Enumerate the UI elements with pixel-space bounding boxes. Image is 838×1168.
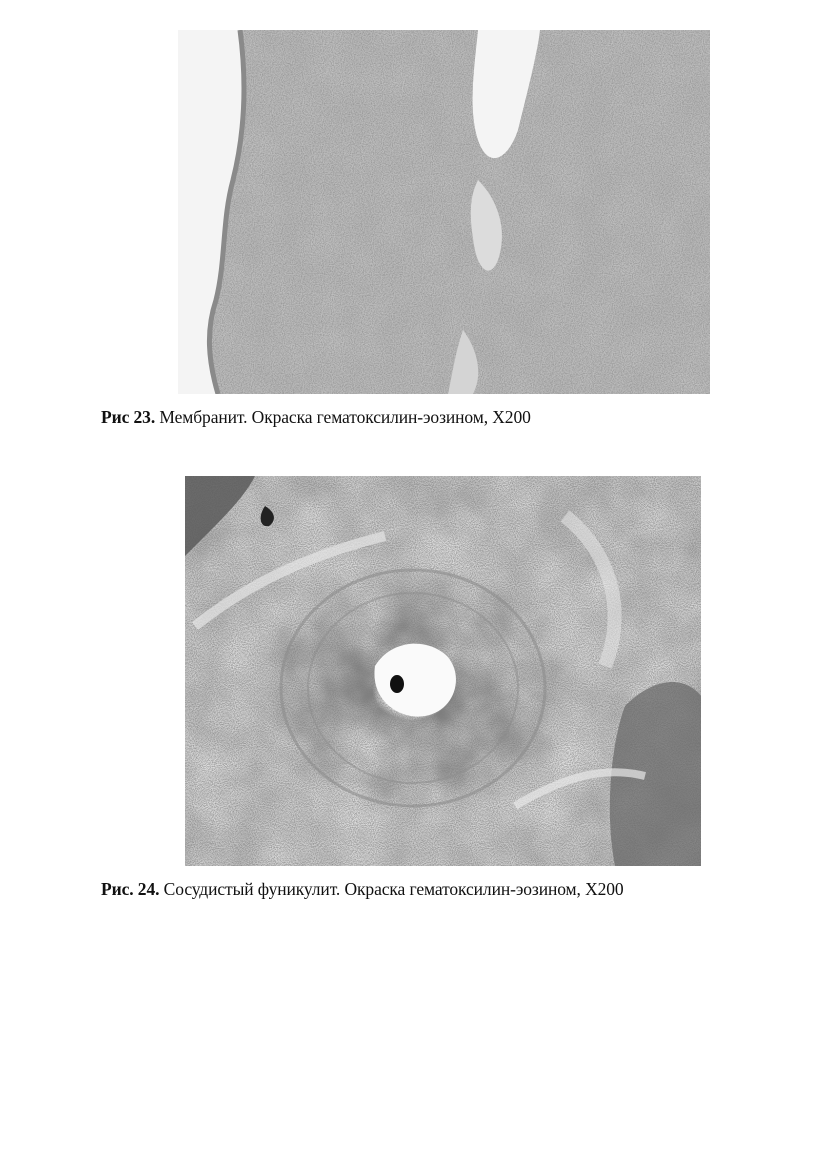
figure-24-image <box>185 476 701 866</box>
figure-24-caption <box>101 878 624 900</box>
micrograph-membranitis-icon <box>178 30 710 394</box>
figure-24-label: Рис. 24. <box>101 879 160 899</box>
micrograph-funiculitis-icon <box>185 476 701 866</box>
figure-23-caption <box>101 406 531 428</box>
figure-23-text: Мембранит. Окраска гематоксилин-эозином, Х200 <box>159 407 531 427</box>
figure-23-image <box>178 30 710 394</box>
figure-24-text: Сосудистый фуникулит. Окраска гематоксилин-эозином, Х200 <box>163 879 624 899</box>
figure-23-label: Рис 23. <box>101 407 156 427</box>
